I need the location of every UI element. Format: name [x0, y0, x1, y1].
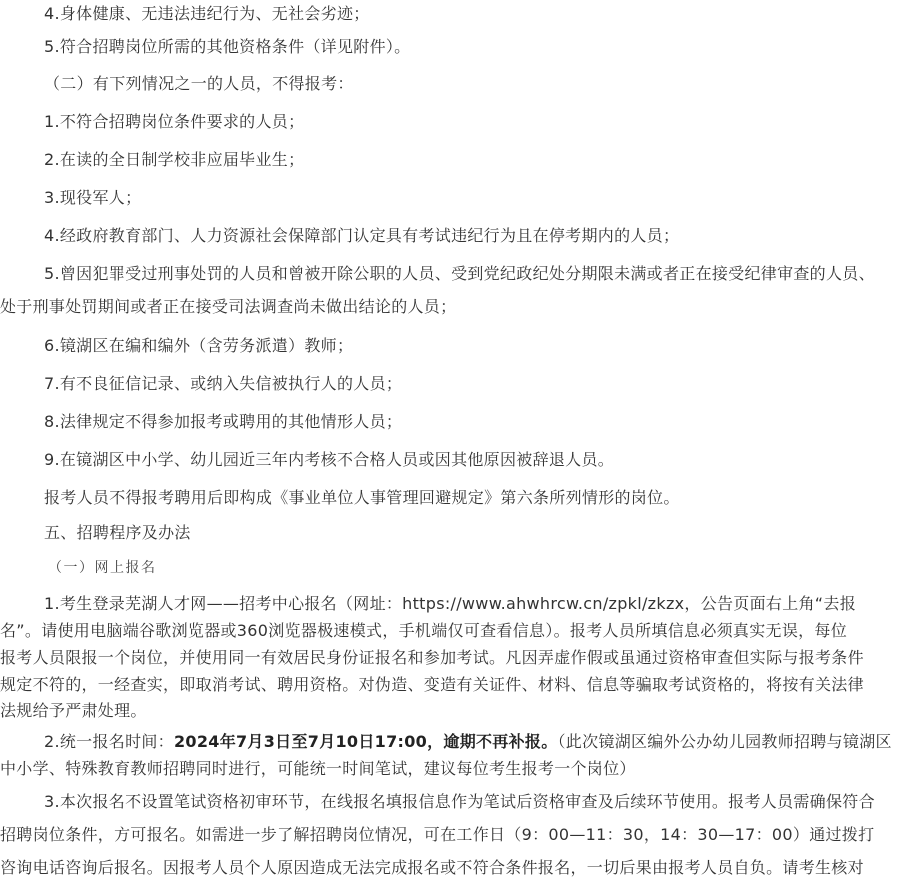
paragraph-line: 法规给予严肃处理。	[0, 701, 147, 720]
registration-time-value: 2024年7月3日至7月10日17:00，逾期不再补报。	[173, 732, 558, 751]
paragraph-line: 咨询电话咨询后报名。因报考人员个人原因造成无法完成报名或不符合条件报名，一切后果由报考人员自负。请考生核对	[0, 858, 864, 877]
list-item: 2.在读的全日制学校非应届毕业生；	[44, 150, 305, 169]
list-item: 3.现役军人；	[44, 188, 142, 207]
section-heading: （二）有下列情况之一的人员，不得报考：	[44, 74, 354, 93]
list-item: 7.有不良征信记录、或纳入失信被执行人的人员；	[44, 374, 403, 393]
paragraph-line: 1.考生登录芜湖人才网——招考中心报名（网址：https://www.ahwhrcw.cn/zpkl/zkzx，公告页面右上角“去报	[44, 594, 856, 613]
list-item: 1.不符合招聘岗位条件要求的人员；	[44, 112, 305, 131]
registration-time-note: （此次镜湖区编外公办幼儿园教师招聘与镜湖区	[557, 732, 892, 751]
registration-time-line	[44, 730, 892, 754]
paragraph-line: 招聘岗位条件，方可报名。如需进一步了解招聘岗位情况，可在工作日（9：00—11：30，14：30—17：00）通过拨打	[0, 825, 875, 844]
list-item: 9.在镜湖区中小学、幼儿园近三年内考核不合格人员或因其他原因被辞退人员。	[44, 450, 615, 469]
list-item: 8.法律规定不得参加报考或聘用的其他情形人员；	[44, 412, 403, 431]
paragraph-line: 3.本次报名不设置笔试资格初审环节，在线报名填报信息作为笔试后资格审查及后续环节使用。报考人员需确保符合	[44, 792, 875, 811]
paragraph-line: 规定不符的，一经查实，即取消考试、聘用资格。对伪造、变造有关证件、材料、信息等骗取考试资格的，将按有关法律	[0, 675, 864, 694]
list-item: 4.经政府教育部门、人力资源社会保障部门认定具有考试违纪行为且在停考期内的人员；	[44, 226, 680, 245]
paragraph-line: 报考人员不得报考聘用后即构成《事业单位人事管理回避规定》第六条所列情形的岗位。	[44, 488, 680, 507]
paragraph-line: 报考人员限报一个岗位，并使用同一有效居民身份证报名和参加考试。凡因弄虚作假或虽通过资格审查但实际与报考条件	[0, 648, 864, 667]
section-heading: 五、招聘程序及办法	[44, 523, 191, 542]
paragraph-line: 5.符合招聘岗位所需的其他资格条件（详见附件）。	[44, 37, 411, 56]
registration-time-label: 2.统一报名时间：	[44, 732, 174, 751]
list-item: 6.镜湖区在编和编外（含劳务派遣）教师；	[44, 336, 354, 355]
list-item-continuation: 处于刑事处罚期间或者正在接受司法调查尚未做出结论的人员；	[0, 297, 457, 316]
subsection-heading: （一）网上报名	[48, 560, 157, 576]
list-item: 5.曾因犯罪受过刑事处罚的人员和曾被开除公职的人员、受到党纪政纪处分期限未满或者正在接受纪律审查的人员、	[44, 264, 875, 283]
paragraph-line: 中小学、特殊教育教师招聘同时进行，可能统一时间笔试，建议每位考生报考一个岗位）	[0, 759, 636, 778]
paragraph-line: 4.身体健康、无违法违纪行为、无社会劣迹；	[44, 4, 370, 23]
paragraph-line: 名”。请使用电脑端谷歌浏览器或360浏览器极速模式，手机端仅可查看信息）。报考人员所填信息必须真实无误，每位	[0, 621, 848, 640]
